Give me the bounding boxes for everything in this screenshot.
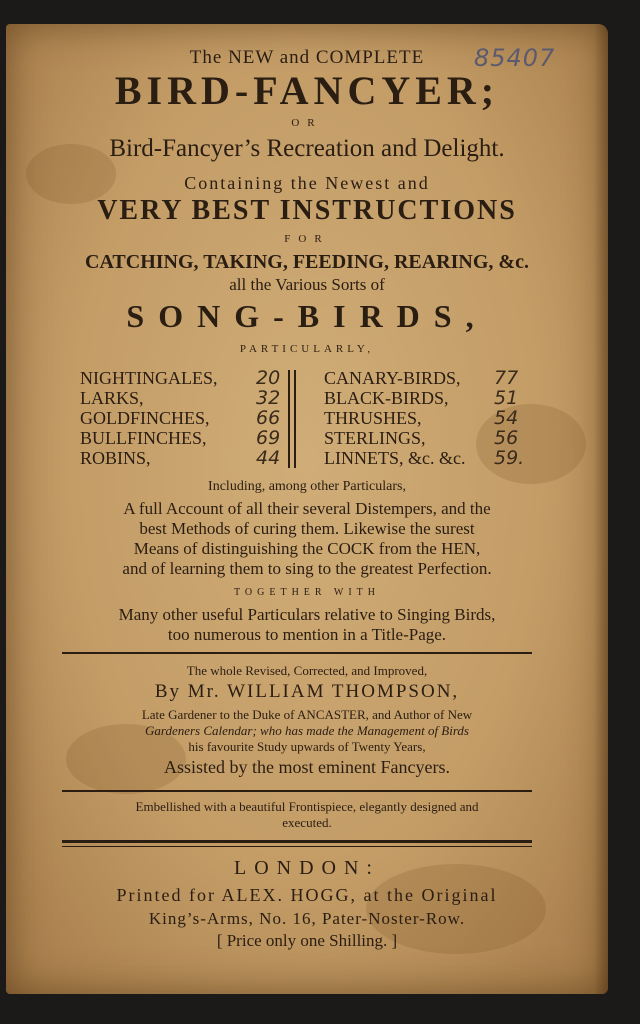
bird-name: BULLFINCHES, (80, 428, 207, 448)
imprint-printer: Printed for ALEX. HOGG, at the Original (116, 885, 498, 905)
horizontal-rule (62, 652, 532, 654)
double-rule-top (62, 840, 532, 843)
bird-name: GOLDFINCHES, (80, 408, 210, 428)
handwritten-number: 59. (494, 447, 525, 469)
author-bio-line-1: Late Gardener to the Duke of ANCASTER, and Author of New (141, 707, 473, 722)
bird-list-left (80, 368, 217, 468)
many-other-line-1: Many other useful Particulars relative to Singing Birds, (118, 605, 496, 624)
handwritten-number: 51 (494, 387, 519, 409)
activities-line: CATCHING, TAKING, FEEDING, REARING, &c. (85, 251, 529, 273)
containing-line: Containing the Newest and (184, 173, 430, 193)
bird-name: STERLINGS, (324, 428, 426, 448)
handwritten-number: 44 (256, 447, 281, 469)
assisted-line: Assisted by the most eminent Fancyers. (164, 757, 450, 777)
embellished-line-2: executed. (282, 815, 332, 830)
together-with-label: TOGETHER WITH (233, 587, 380, 598)
horizontal-rule (62, 790, 532, 792)
handwritten-number: 66 (256, 407, 281, 429)
column-divider (294, 370, 296, 468)
various-sorts-line: all the Various Sorts of (229, 275, 385, 294)
title-page (6, 24, 608, 994)
account-line-4: and of learning them to sing to the greatest Perfection. (122, 559, 492, 578)
including-line: Including, among other Particulars, (208, 479, 406, 494)
subtitle: Bird-Fancyer’s Recreation and Delight. (109, 135, 505, 162)
bird-name: BLACK-BIRDS, (324, 388, 449, 408)
handwritten-number: 54 (494, 407, 519, 429)
revised-line: The whole Revised, Corrected, and Improved, (186, 663, 428, 678)
author-line: By Mr. WILLIAM THOMPSON, (154, 681, 460, 702)
for-separator: FOR (284, 233, 330, 245)
or-separator: OR (291, 117, 323, 129)
author-bio-line-2: Gardeners Calendar; who has made the Management of Birds (144, 723, 469, 738)
account-line-3: Means of distinguishing the COCK from the HEN, (133, 539, 481, 558)
account-line-1: A full Account of all their several Distempers, and the (123, 499, 491, 518)
bird-numbers-right (494, 368, 524, 468)
bird-name: NIGHTINGALES, (80, 368, 218, 388)
bird-name: LARKS, (80, 388, 144, 408)
embellished-line-1: Embellished with a beautiful Frontispiece, elegantly designed and (135, 799, 479, 814)
many-other-line-2: too numerous to mention in a Title-Page. (167, 625, 447, 644)
song-birds-heading: SONG-BIRDS, (126, 298, 488, 334)
instructions-heading: VERY BEST INSTRUCTIONS (97, 195, 517, 226)
bird-numbers-left (256, 368, 280, 468)
bird-list-right (324, 368, 465, 468)
particularly-label: PARTICULARLY, (239, 343, 375, 355)
handwritten-number: 20 (256, 367, 281, 389)
main-title: BIRD-FANCYER; (114, 68, 500, 113)
bird-name: ROBINS, (80, 448, 151, 468)
handwritten-number: 32 (256, 387, 281, 409)
bird-name: CANARY-BIRDS, (324, 368, 461, 388)
bird-name: LINNETS, &c. &c. (324, 448, 466, 468)
account-line-2: best Methods of curing them. Likewise the surest (139, 519, 475, 538)
column-divider (288, 370, 290, 468)
handwritten-number: 56 (494, 427, 519, 449)
double-rule-bottom (62, 846, 532, 847)
shelfmark-annotation: 85407 (474, 44, 556, 72)
imprint-city: LONDON: (234, 857, 380, 879)
imprint-address: King’s-Arms, No. 16, Pater-Noster-Row. (148, 909, 466, 928)
handwritten-number: 77 (494, 367, 519, 389)
imprint-price: [ Price only one Shilling. ] (216, 931, 398, 950)
handwritten-number: 69 (256, 427, 281, 449)
bird-name: THRUSHES, (324, 408, 422, 428)
title-line-1: The NEW and COMPLETE (189, 47, 425, 68)
author-bio-line-3: his favourite Study upwards of Twenty Years, (188, 739, 426, 754)
